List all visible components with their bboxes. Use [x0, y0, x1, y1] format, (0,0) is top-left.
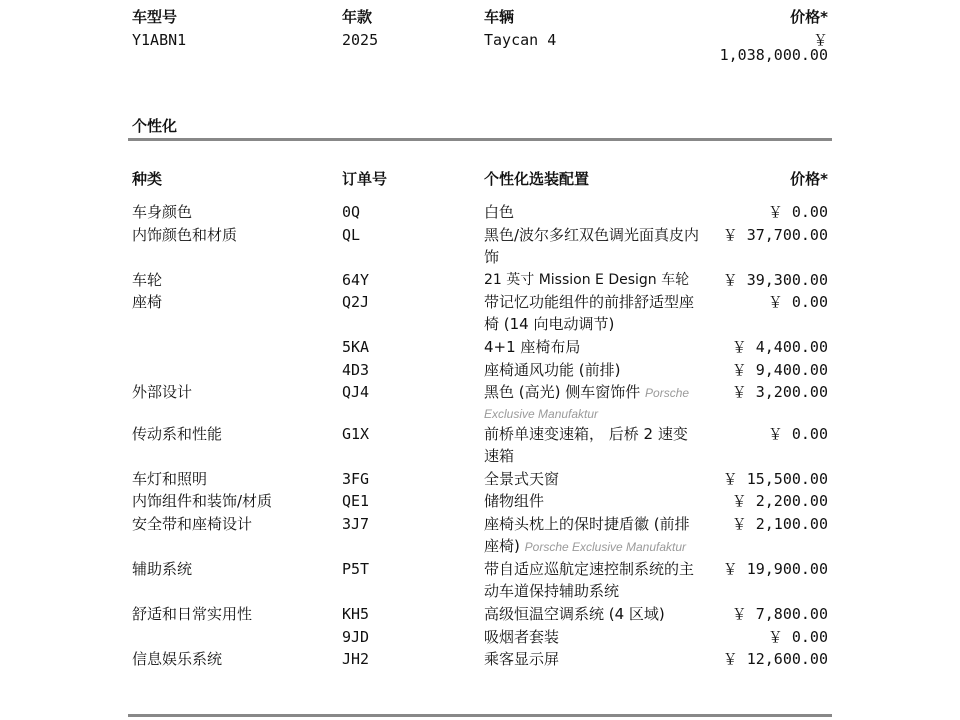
row-option-continued: 动车道保持辅助系统 — [484, 582, 620, 600]
year-label: 年款 — [342, 8, 373, 26]
row-option: 带记忆功能组件的前排舒适型座 — [484, 293, 695, 311]
row-option: 白色 — [484, 203, 515, 221]
row-price: ￥ 4,400.00 — [731, 338, 828, 356]
row-category: 传动系和性能 — [132, 425, 223, 443]
row-option: 前桥单速变速箱， 后桥 2 速变 — [484, 425, 688, 443]
row-option: 高级恒温空调系统 (4 区域) — [484, 605, 665, 623]
section-divider — [128, 138, 832, 141]
column-header-order-no: 订单号 — [342, 170, 388, 188]
row-category: 安全带和座椅设计 — [132, 515, 253, 533]
row-order-code: G1X — [342, 425, 370, 443]
row-order-code: QJ4 — [342, 383, 370, 401]
column-header-price: 价格* — [790, 170, 828, 188]
row-option-brand-note: Porsche Exclusive Manufaktur — [524, 540, 687, 554]
row-option: 带自适应巡航定速控制系统的主 — [484, 560, 695, 578]
base-price-currency: ￥ — [812, 31, 828, 49]
row-category: 座椅 — [132, 293, 163, 311]
row-price: ￥ 9,400.00 — [731, 361, 828, 379]
row-option: 座椅通风功能 (前排) — [484, 361, 621, 379]
row-option: 乘客显示屏 — [484, 650, 560, 668]
model-year: 2025 — [342, 31, 379, 49]
row-order-code: 4D3 — [342, 361, 370, 379]
row-option-brand-note-continued: Exclusive Manufaktur — [484, 407, 599, 421]
row-option — [484, 381, 724, 404]
row-price: ￥ 37,700.00 — [722, 226, 828, 244]
row-option: 吸烟者套装 — [484, 628, 560, 646]
row-price: ￥ 3,200.00 — [731, 383, 828, 401]
vehicle-name: Taycan 4 — [484, 31, 557, 49]
row-option-brand-note: Porsche — [645, 386, 690, 400]
row-option-continued: 椅 (14 向电动调节) — [484, 315, 615, 333]
row-price: ￥ 15,500.00 — [722, 470, 828, 488]
row-category: 外部设计 — [132, 383, 193, 401]
model-code-label: 车型号 — [132, 8, 178, 26]
row-price: ￥ 0.00 — [767, 293, 828, 311]
row-option: 4+1 座椅布局 — [484, 338, 581, 356]
row-order-code: 3FG — [342, 470, 370, 488]
bottom-divider — [128, 714, 832, 717]
row-order-code: Q2J — [342, 293, 370, 311]
column-header-category: 种类 — [132, 170, 163, 188]
row-option: 黑色/波尔多红双色调光面真皮内 — [484, 226, 700, 244]
row-order-code: 9JD — [342, 628, 370, 646]
base-price: 1,038,000.00 — [719, 46, 828, 64]
row-order-code: QL — [342, 226, 361, 244]
row-category: 内饰组件和装饰/材质 — [132, 492, 273, 510]
row-option: 座椅头枕上的保时捷盾徽 (前排 — [484, 515, 690, 533]
row-price: ￥ 2,100.00 — [731, 515, 828, 533]
row-order-code: KH5 — [342, 605, 370, 623]
row-price: ￥ 2,200.00 — [731, 492, 828, 510]
row-price: ￥ 0.00 — [767, 425, 828, 443]
row-category: 信息娱乐系统 — [132, 650, 223, 668]
row-order-code: 0Q — [342, 203, 361, 221]
row-price: ￥ 0.00 — [767, 203, 828, 221]
row-price: ￥ 7,800.00 — [731, 605, 828, 623]
row-order-code: 64Y — [342, 271, 370, 289]
row-price: ￥ 39,300.00 — [722, 271, 828, 289]
row-option: 储物组件 — [484, 492, 545, 510]
row-order-code: QE1 — [342, 492, 370, 510]
row-category: 内饰颜色和材质 — [132, 226, 238, 244]
row-category: 舒适和日常实用性 — [132, 605, 253, 623]
row-category: 车身颜色 — [132, 203, 193, 221]
row-option-continued: 饰 — [484, 248, 500, 266]
row-category: 车轮 — [132, 271, 163, 289]
row-price: ￥ 19,900.00 — [722, 560, 828, 578]
row-order-code: P5T — [342, 560, 370, 578]
row-category: 车灯和照明 — [132, 470, 208, 488]
price-label: 价格* — [790, 8, 828, 26]
row-order-code: 5KA — [342, 338, 370, 356]
row-option-text: 座椅) — [484, 537, 520, 555]
row-price: ￥ 0.00 — [767, 628, 828, 646]
row-option-text: 黑色 (高光) 侧车窗饰件 — [484, 383, 641, 401]
row-option-continued — [484, 535, 744, 558]
column-header-option: 个性化选装配置 — [484, 170, 590, 188]
row-option: 全景式天窗 — [484, 470, 560, 488]
row-option-continued: 速箱 — [484, 447, 515, 465]
model-code: Y1ABN1 — [132, 31, 187, 49]
row-order-code: JH2 — [342, 650, 370, 668]
vehicle-label: 车辆 — [484, 8, 515, 26]
row-option: 21 英寸 Mission E Design 车轮 — [484, 272, 690, 288]
row-order-code: 3J7 — [342, 515, 370, 533]
row-price: ￥ 12,600.00 — [722, 650, 828, 668]
row-category: 辅助系统 — [132, 560, 193, 578]
section-title: 个性化 — [132, 117, 178, 135]
